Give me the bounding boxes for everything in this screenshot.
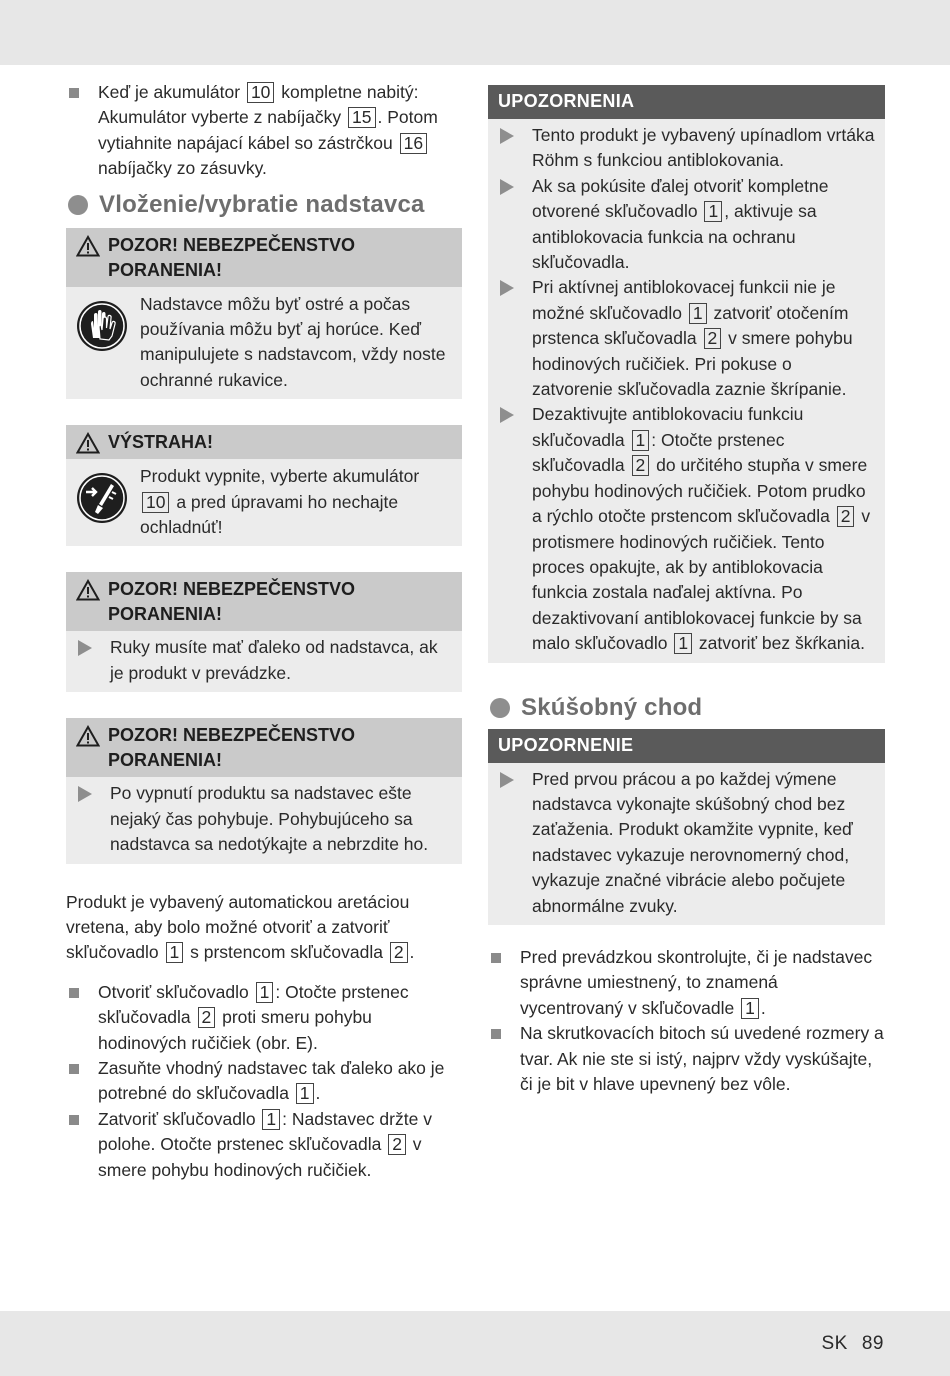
part-reference-number: 2 bbox=[632, 455, 650, 476]
list-item: Otvoriť skľučovadlo 1 : Otočte prstenec skľučovadla 2 proti smeru pohybu hodinových ručičiek (obr. E). bbox=[66, 980, 462, 1056]
page-footer bbox=[822, 1331, 885, 1356]
bottom-band bbox=[0, 1311, 950, 1376]
warning-header bbox=[66, 718, 462, 777]
part-reference-number: 2 bbox=[837, 506, 855, 527]
warning-header bbox=[66, 572, 462, 631]
part-reference-number: 16 bbox=[400, 133, 427, 154]
part-reference-number: 10 bbox=[142, 492, 169, 513]
warning-triangle-icon bbox=[76, 725, 100, 747]
part-reference-number: 10 bbox=[247, 82, 274, 103]
warning-item bbox=[66, 631, 462, 692]
warning-title: POZOR! NEBEZPEČENSTVO PORANENIA! bbox=[108, 579, 356, 625]
part-reference-number: 2 bbox=[198, 1007, 216, 1028]
note-text: Ak sa pokúsite ďalej otvoriť kompletne otvorené skľučovadlo 1 , aktivuje sa antiblokovacia funkcia na ochranu skľučovadla. bbox=[532, 175, 829, 273]
warning-box-disconnect bbox=[66, 425, 462, 546]
note-text: Pred prvou prácou a po každej výmene nadstavca vykonajte skúšobný chod bez zaťaženia. Produkt okamžite vypnite, keď nadstavec vykazuje nerovnomerný chod, vykazuje značné vibrácie alebo počujete abnormálne zvuky. bbox=[532, 768, 853, 916]
language-code: SK bbox=[821, 1333, 848, 1354]
square-bullet-icon bbox=[69, 1115, 79, 1125]
arrow-bullet-icon bbox=[500, 128, 514, 144]
warning-header bbox=[66, 228, 462, 287]
left-column bbox=[66, 80, 462, 1183]
square-bullet-icon bbox=[491, 1029, 501, 1039]
warning-item bbox=[66, 777, 462, 863]
square-bullet-icon bbox=[69, 1064, 79, 1074]
bullet-dot-icon bbox=[68, 195, 88, 215]
gloves-icon bbox=[76, 300, 128, 352]
part-reference-number: 1 bbox=[296, 1083, 314, 1104]
note-text: Dezaktivujte antiblokovaciu funkciu skľučovadla 1 : Otočte prstenec skľučovadla 2 do určitého stupňa v smere pohybu hodinových ručičiek. Potom prudko a rýchlo otočte prstencom skľučovadla 2 v protismere hodinových ručičiek. Tento proces opakujte, ak by antiblokovacia funkcia zostala naďalej aktívna. Po dezaktivovaní antiblokovacej funkcie by sa malo skľučovadlo 1 zatvoriť bez škŕkania. bbox=[532, 404, 871, 654]
warning-text: Produkt vypnite, vyberte akumulátor 10 a pred úpravami ho nechajte ochladnúť! bbox=[140, 466, 420, 538]
list-item: Keď je akumulátor 10 kompletne nabitý: Akumulátor vyberte z nabíjačky 15 . Potom vytiahnite napájací kábel so zástrčkou 16 nabíjačky zo zásuvky. bbox=[66, 80, 462, 182]
warning-box-hands bbox=[66, 572, 462, 692]
note-text: Tento produkt je vybavený upínadlom vrtáka Röhm s funkciou antiblokovania. bbox=[532, 125, 875, 171]
square-bullet-icon bbox=[69, 988, 79, 998]
arrow-bullet-icon bbox=[78, 640, 92, 656]
arrow-bullet-icon bbox=[500, 179, 514, 195]
chuck-steps-list bbox=[66, 980, 462, 1183]
note-box-test-run bbox=[488, 729, 885, 925]
bullet-dot-icon bbox=[490, 698, 510, 718]
warning-title: POZOR! NEBEZPEČENSTVO PORANENIA! bbox=[108, 234, 356, 280]
section-heading-insert bbox=[66, 190, 462, 220]
warning-triangle-icon bbox=[76, 432, 100, 454]
arrow-bullet-icon bbox=[500, 280, 514, 296]
note-item bbox=[488, 402, 885, 656]
warning-text: Nadstavce môžu byť ostré a počas používania môžu byť aj horúce. Keď manipulujete s nadstavcom, vždy noste ochranné rukavice. bbox=[140, 293, 446, 390]
square-bullet-icon bbox=[69, 88, 79, 98]
list-item: Zatvoriť skľučovadlo 1 : Nadstavec držte v polohe. Otočte prstenec skľučovadla 2 v smere pohybu hodinových ručičiek. bbox=[66, 1107, 462, 1183]
square-bullet-icon bbox=[491, 953, 501, 963]
warning-triangle-icon bbox=[76, 235, 100, 257]
list-item: Zasuňte vhodný nadstavec tak ďaleko ako je potrebné do skľučovadla 1 . bbox=[66, 1056, 462, 1107]
warning-title: POZOR! NEBEZPEČENSTVO PORANENIA! bbox=[108, 725, 356, 771]
arrow-bullet-icon bbox=[500, 407, 514, 423]
section-heading-test-run bbox=[488, 693, 885, 723]
disconnect-plug-icon bbox=[76, 472, 128, 524]
part-reference-number: 15 bbox=[348, 107, 375, 128]
warning-triangle-icon bbox=[76, 579, 100, 601]
note-item bbox=[488, 123, 885, 174]
list-item: Pred prevádzkou skontrolujte, či je nadstavec správne umiestnený, to znamená vycentrovaný v skľučovadle 1 . bbox=[488, 945, 885, 1021]
warning-box-rundown bbox=[66, 718, 462, 863]
list-item: Na skrutkovacích bitoch sú uvedené rozmery a tvar. Ak nie ste si istý, najprv vždy vyskúšajte, či je bit v hlave upevnený bez vôle. bbox=[488, 1021, 885, 1097]
part-reference-number: 2 bbox=[704, 328, 722, 349]
arrow-bullet-icon bbox=[500, 772, 514, 788]
note-items bbox=[488, 763, 885, 925]
note-box-antiblock bbox=[488, 85, 885, 663]
note-item bbox=[488, 767, 885, 919]
section-title: Skúšobný chod bbox=[521, 693, 703, 721]
part-reference-number: 1 bbox=[674, 633, 692, 654]
part-reference-number: 1 bbox=[262, 1109, 280, 1130]
warning-title: VÝSTRAHA! bbox=[108, 432, 214, 453]
part-reference-number: 1 bbox=[632, 430, 650, 451]
part-reference-number: 1 bbox=[166, 942, 184, 963]
part-reference-number: 1 bbox=[704, 201, 722, 222]
note-text: Pri aktívnej antiblokovacej funkcii nie je možné skľučovadlo 1 zatvoriť otočením prstenca skľučovadla 2 v smere pohybu hodinových ručičiek. Pri pokuse o zatvorenie skľučovadla zaznie škrípanie. bbox=[532, 277, 853, 400]
note-header: UPOZORNENIE bbox=[488, 729, 885, 763]
part-reference-number: 1 bbox=[689, 303, 707, 324]
note-item bbox=[488, 174, 885, 276]
part-reference-number: 2 bbox=[388, 1134, 406, 1155]
arrow-bullet-icon bbox=[78, 786, 92, 802]
warning-box-gloves bbox=[66, 228, 462, 400]
note-header: UPOZORNENIA bbox=[488, 85, 885, 119]
intro-list bbox=[66, 80, 462, 182]
page-number: 89 bbox=[861, 1333, 884, 1354]
right-column bbox=[488, 85, 885, 1097]
note-item bbox=[488, 275, 885, 402]
warning-text: Po vypnutí produktu sa nadstavec ešte nejaký čas pohybuje. Pohybujúceho sa nadstavca sa nedotýkajte a nebrzdite ho. bbox=[110, 783, 429, 855]
top-band bbox=[0, 0, 950, 65]
warning-text: Ruky musíte mať ďaleko od nadstavca, ak je produkt v prevádzke. bbox=[110, 637, 438, 683]
note-items bbox=[488, 119, 885, 663]
warning-header bbox=[66, 425, 462, 459]
part-reference-number: 2 bbox=[390, 942, 408, 963]
part-reference-number: 1 bbox=[256, 982, 274, 1003]
test-run-list bbox=[488, 945, 885, 1097]
spindle-lock-paragraph: Produkt je vybavený automatickou aretáciou vretena, aby bolo možné otvoriť a zatvoriť skľučovadlo 1 s prstencom skľučovadla 2 . bbox=[66, 891, 415, 963]
part-reference-number: 1 bbox=[741, 998, 759, 1019]
section-title: Vloženie/vybratie nadstavca bbox=[99, 190, 425, 218]
